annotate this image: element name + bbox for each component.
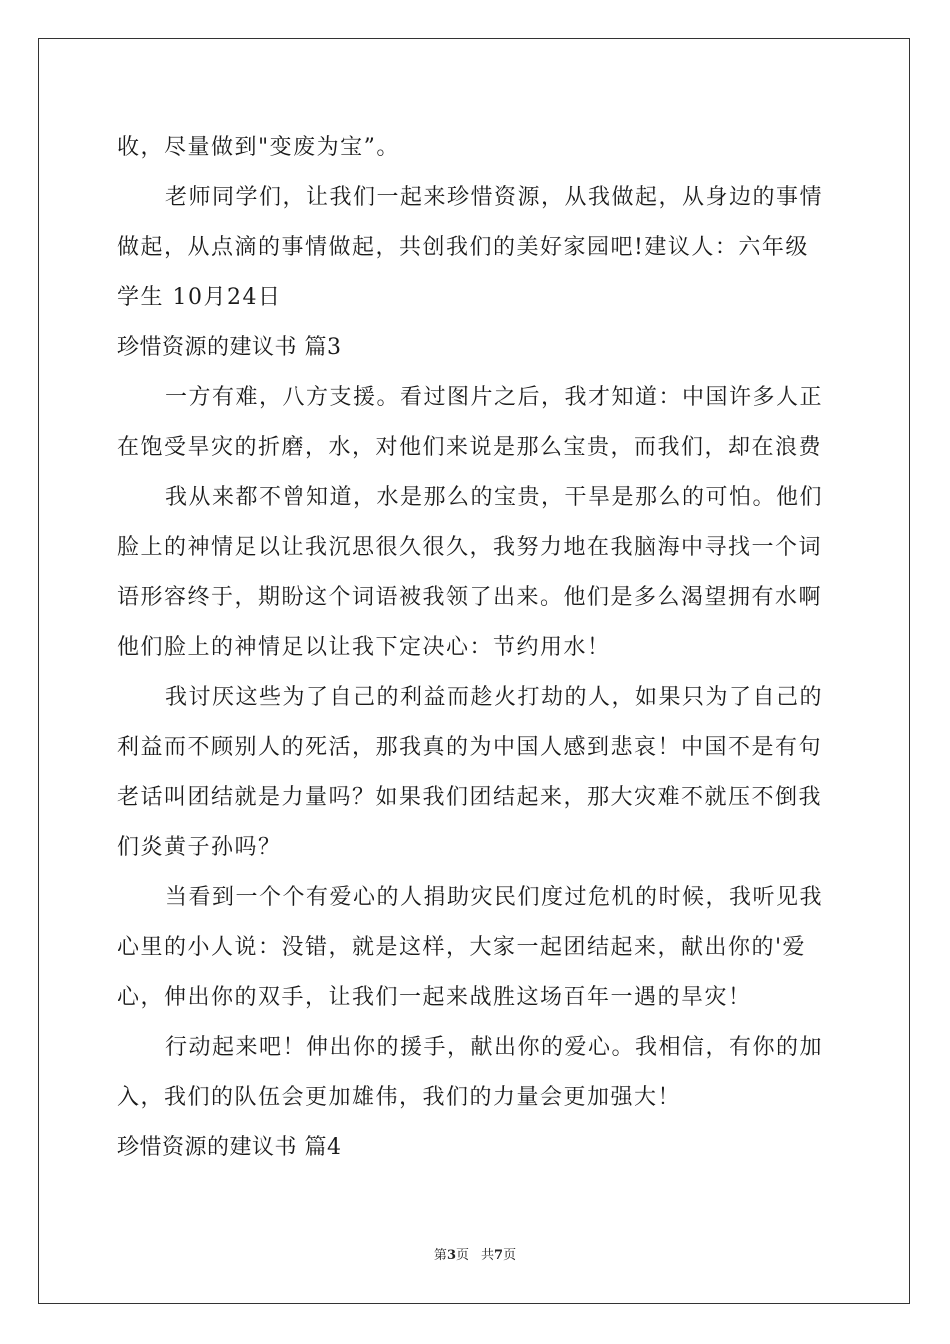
page-border — [38, 38, 910, 1304]
paragraph-line: 老话叫团结就是力量吗？如果我们团结起来，那大灾难不就压不倒我 — [117, 785, 823, 810]
paragraph-line: 做起，从点滴的事情做起，共创我们的美好家园吧!建议人：六年级 — [117, 235, 809, 260]
paragraph-line: 利益而不顾别人的死活，那我真的为中国人感到悲哀！中国不是有句 — [117, 735, 823, 760]
paragraph-line: 一方有难，八方支援。看过图片之后，我才知道：中国许多人正 — [165, 385, 824, 410]
page-number-suffix: 页 — [455, 1248, 469, 1263]
paragraph-line: 行动起来吧！伸出你的援手，献出你的爱心。我相信，有你的加 — [165, 1035, 824, 1060]
total-pages-prefix: 共 — [481, 1248, 495, 1263]
paragraph-line: 我讨厌这些为了自己的利益而趁火打劫的人，如果只为了自己的 — [165, 685, 824, 710]
paragraph-line: 当看到一个个有爱心的人捐助灾民们度过危机的时候，我听见我 — [165, 885, 824, 910]
paragraph-line: 我从来都不曾知道，水是那么的宝贵，干旱是那么的可怕。他们 — [165, 485, 824, 510]
paragraph-line: 在饱受旱灾的折磨，水，对他们来说是那么宝贵，而我们，却在浪费 — [117, 435, 823, 460]
paragraph-line: 心里的小人说：没错，就是这样，大家一起团结起来，献出你的'爱 — [117, 935, 807, 960]
section-heading: 珍惜资源的建议书 篇4 — [117, 1135, 342, 1160]
paragraph-line: 学生 10月24日 — [117, 285, 282, 310]
current-page-number: 3 — [446, 1248, 456, 1263]
paragraph-line: 们炎黄子孙吗？ — [117, 835, 282, 860]
paragraph-line: 老师同学们，让我们一起来珍惜资源，从我做起，从身边的事情 — [165, 185, 824, 210]
paragraph-line: 收，尽量做到"变废为宝”。 — [117, 135, 400, 160]
section-heading: 珍惜资源的建议书 篇3 — [117, 335, 342, 360]
paragraph-line: 入，我们的队伍会更加雄伟，我们的力量会更加强大！ — [117, 1085, 682, 1110]
paragraph-line: 语形容终于，期盼这个词语被我领了出来。他们是多么渴望拥有水啊 — [117, 585, 823, 610]
page-number-prefix: 第 — [433, 1248, 447, 1263]
total-pages-suffix: 页 — [503, 1248, 517, 1263]
total-pages-number: 7 — [494, 1248, 504, 1263]
page-footer — [0, 1247, 950, 1265]
paragraph-line: 脸上的神情足以让我沉思很久很久，我努力地在我脑海中寻找一个词 — [117, 535, 823, 560]
paragraph-line: 他们脸上的神情足以让我下定决心：节约用水！ — [117, 635, 611, 660]
paragraph-line: 心，伸出你的双手，让我们一起来战胜这场百年一遇的旱灾！ — [117, 985, 752, 1010]
